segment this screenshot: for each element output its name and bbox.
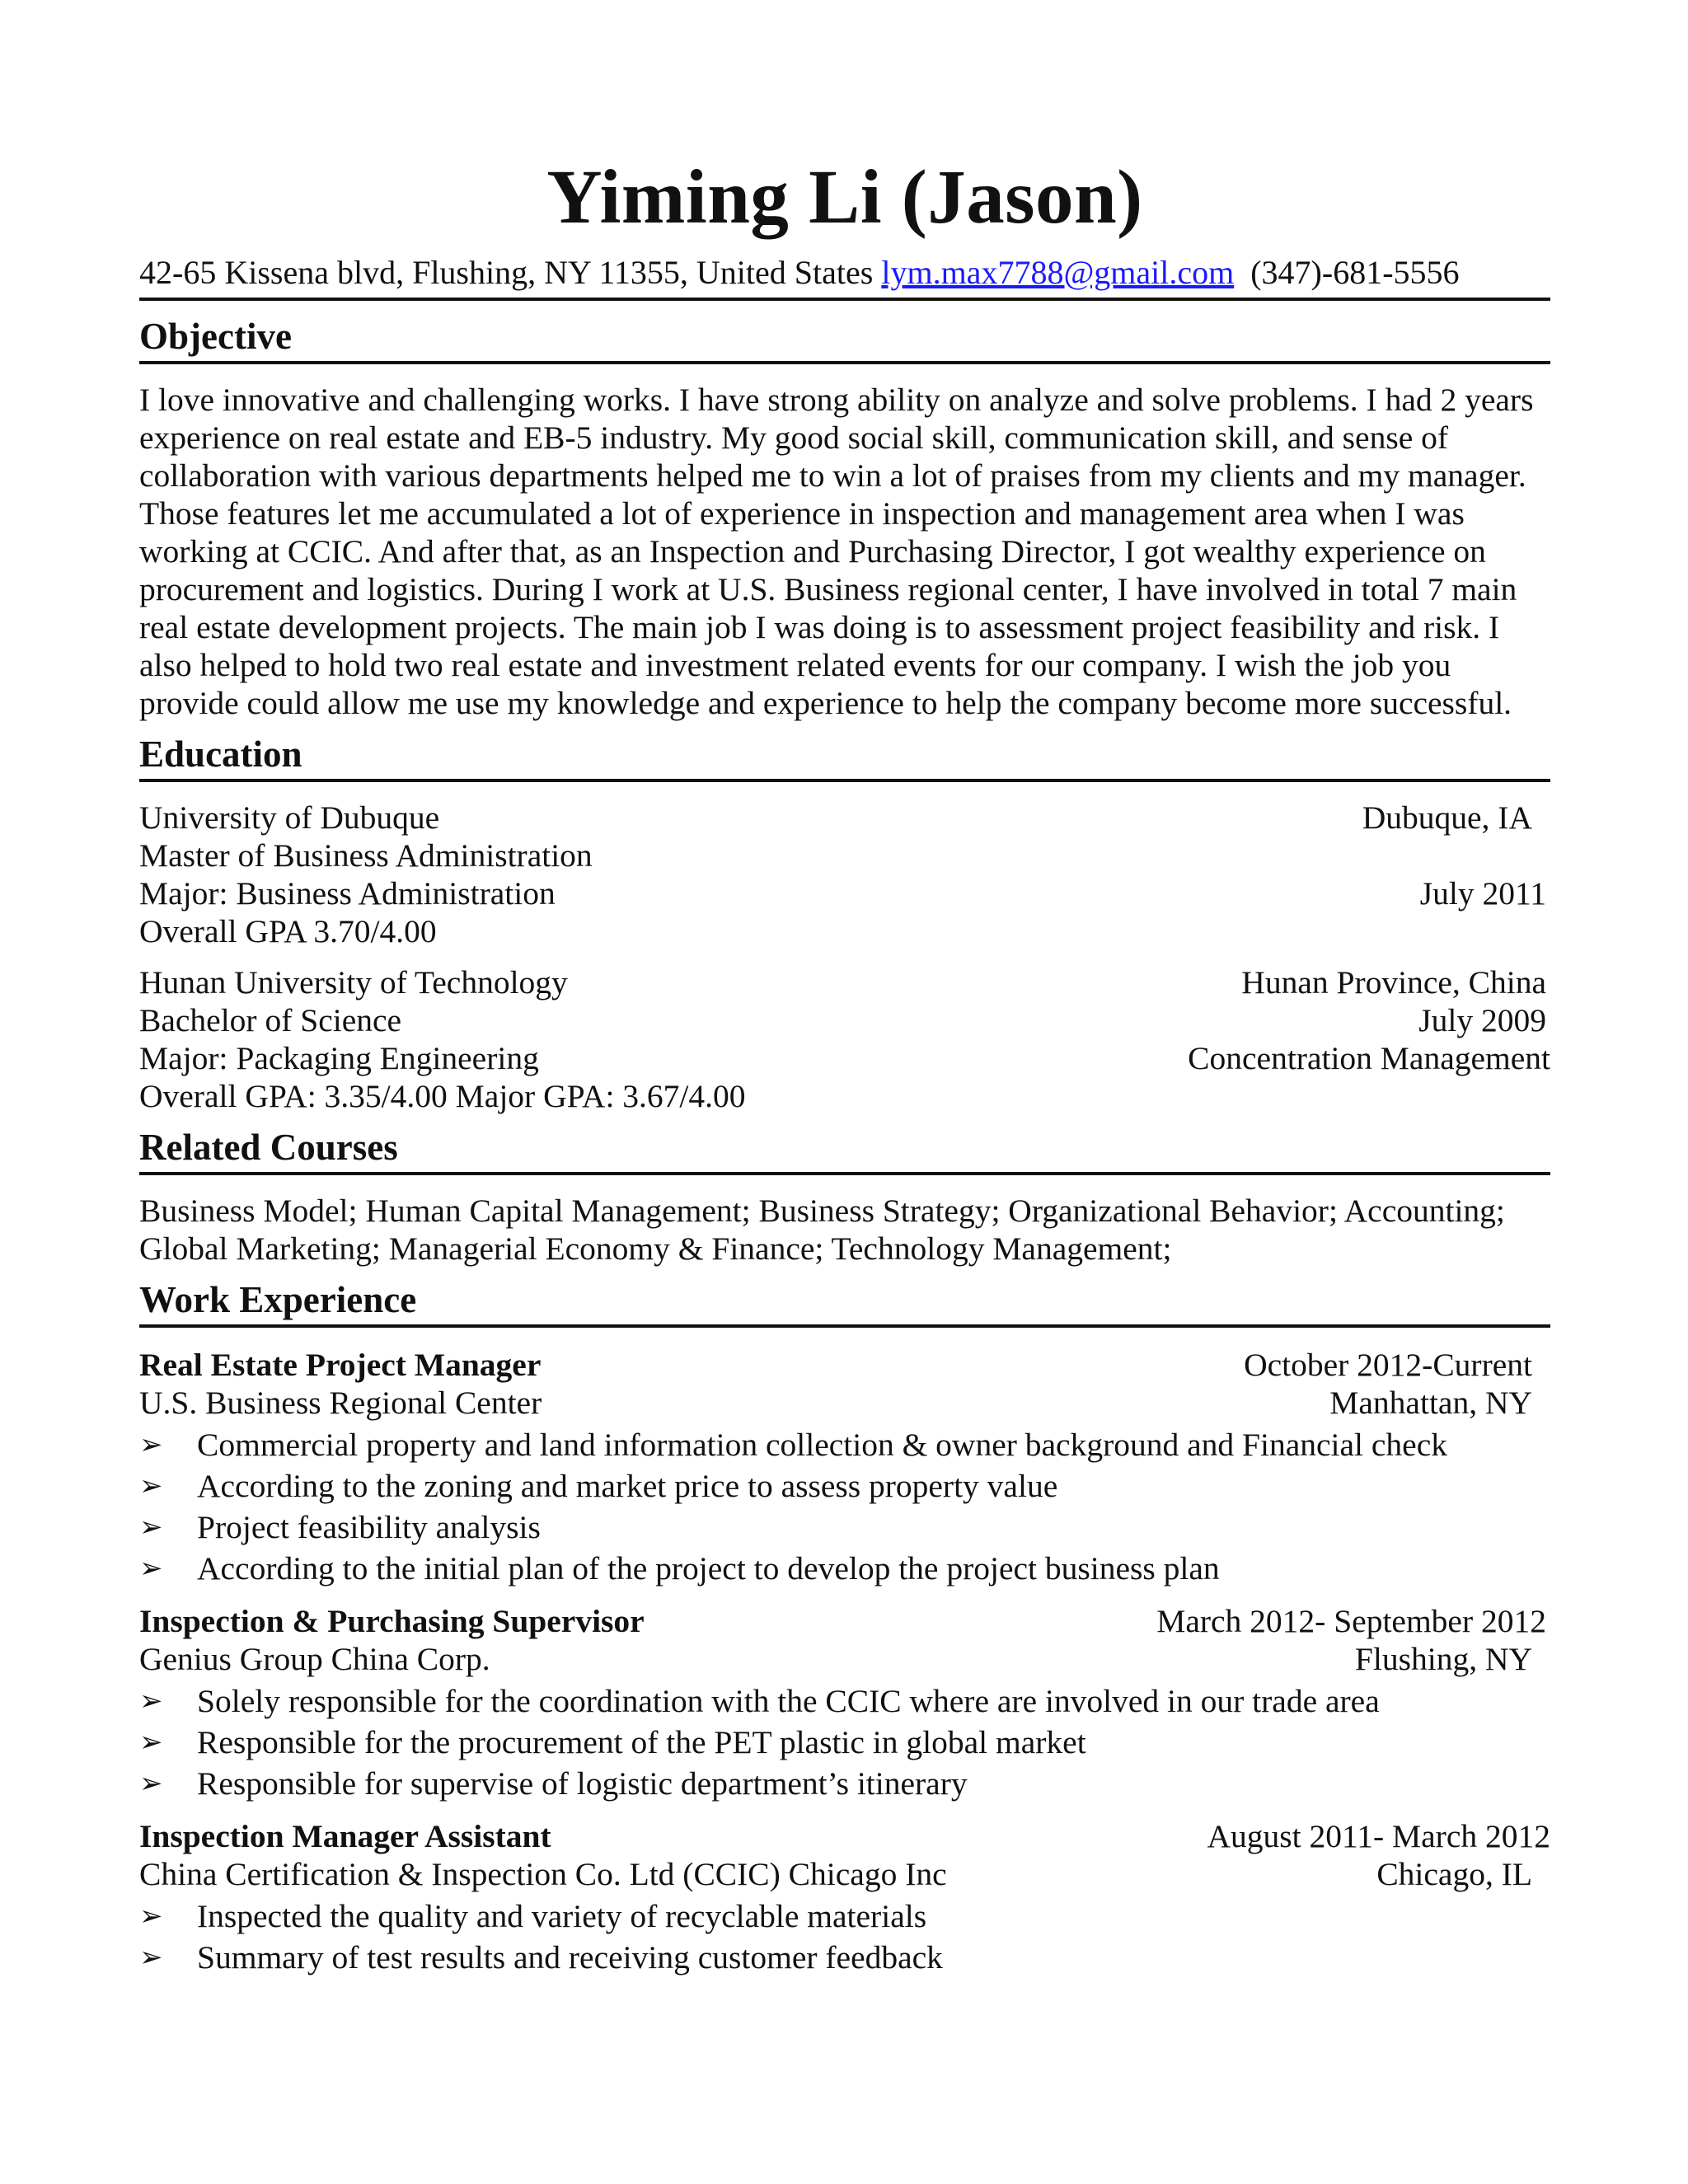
major: Major: Business Administration: [139, 875, 556, 912]
arrow-bullet-icon: ➢: [139, 1767, 163, 1800]
list-item: [139, 1465, 1550, 1507]
list-item: [139, 1937, 1550, 1978]
list-item: [139, 1763, 1550, 1804]
address: 42-65 Kissena blvd, Flushing, NY 11355, United States: [139, 254, 874, 291]
objective-text: I love innovative and challenging works. I have strong ability on analyze and solve problems. I had 2 years experience on real estate and EB-5 industry. My good social skill, communication skill, and sense of collaboration with various departments helped me to win a lot of praises from my clients and my manager. Those features let me accumulated a lot of experience in inspection and management area when I was working at CCIC. And after that, as an Inspection and Purchasing Director, I got wealthy experience on procurement and logistics. During I work at U.S. Business regional center, I have involved in total 7 main real estate development projects. The main job I was doing is to assessment project feasibility and risk. I also helped to hold two real estate and investment related events for our company. I wish the job you provide could allow me use my knowledge and experience to help the company become more successful.: [139, 382, 1534, 721]
job-bullets: [139, 1896, 1550, 1978]
job-date: March 2012- September 2012: [1156, 1603, 1546, 1639]
bullet-text: According to the initial plan of the project to develop the project business plan: [197, 1550, 1220, 1586]
education-entry: [139, 963, 1550, 1115]
company: Genius Group China Corp.: [139, 1641, 490, 1677]
bullet-text: Commercial property and land information collection & owner background and Financial check: [197, 1427, 1447, 1463]
school-name: Hunan University of Technology: [139, 964, 568, 1001]
list-item: [139, 1548, 1550, 1589]
job-location: Chicago, IL: [1376, 1856, 1532, 1892]
phone: (347)-681-5556: [1250, 254, 1460, 291]
school-location: Dubuque, IA: [1362, 799, 1532, 836]
bullet-text: Inspected the quality and variety of recyclable materials: [197, 1898, 927, 1934]
courses-text: Business Model; Human Capital Management; Business Strategy; Organizational Behavior; Accounting; Global Marketing; Managerial Economy & Finance; Technology Management;: [139, 1193, 1505, 1267]
company: U.S. Business Regional Center: [139, 1385, 542, 1421]
school-name: University of Dubuque: [139, 799, 440, 836]
job-title: Inspection & Purchasing Supervisor: [139, 1603, 645, 1639]
graduation-date: July 2011: [1419, 875, 1546, 912]
degree: Master of Business Administration: [139, 837, 593, 874]
contact-line: [139, 253, 1550, 301]
bullet-text: Summary of test results and receiving customer feedback: [197, 1939, 943, 1975]
school-location: Hunan Province, China: [1241, 964, 1546, 1001]
degree: Bachelor of Science: [139, 1002, 402, 1038]
job-date: August 2011- March 2012: [1207, 1818, 1550, 1854]
gpa: Overall GPA: 3.35/4.00 Major GPA: 3.67/4.00: [139, 1078, 746, 1114]
list-item: [139, 1722, 1550, 1763]
section-title-courses: Related Courses: [139, 1126, 1550, 1175]
major: Major: Packaging Engineering: [139, 1040, 539, 1076]
job-location: Manhattan, NY: [1329, 1385, 1532, 1421]
job-bullets: [139, 1424, 1550, 1589]
graduation-date: July 2009: [1418, 1002, 1546, 1038]
job-title: Inspection Manager Assistant: [139, 1818, 551, 1854]
bullet-text: Project feasibility analysis: [197, 1509, 541, 1545]
company: China Certification & Inspection Co. Ltd (CCIC) Chicago Inc: [139, 1856, 947, 1892]
arrow-bullet-icon: ➢: [139, 1511, 163, 1544]
list-item: [139, 1507, 1550, 1548]
concentration: Concentration Management: [1188, 1040, 1550, 1076]
job-entry: [139, 1817, 1550, 1978]
gpa: Overall GPA 3.70/4.00: [139, 913, 437, 949]
bullet-text: Responsible for the procurement of the PET plastic in global market: [197, 1724, 1086, 1760]
arrow-bullet-icon: ➢: [139, 1900, 163, 1933]
list-item: [139, 1424, 1550, 1465]
bullet-text: Solely responsible for the coordination with the CCIC where are involved in our trade area: [197, 1683, 1380, 1719]
education-entry: [139, 799, 1550, 950]
job-entry: [139, 1346, 1550, 1589]
email-link[interactable]: lym.max7788@gmail.com: [881, 254, 1235, 291]
arrow-bullet-icon: ➢: [139, 1941, 163, 1974]
section-title-objective: Objective: [139, 315, 1550, 364]
arrow-bullet-icon: ➢: [139, 1428, 163, 1461]
list-item: [139, 1680, 1550, 1722]
bullet-text: Responsible for supervise of logistic department’s itinerary: [197, 1765, 968, 1802]
job-bullets: [139, 1680, 1550, 1804]
job-date: October 2012-Current: [1244, 1347, 1532, 1383]
section-title-education: Education: [139, 733, 1550, 782]
section-title-work: Work Experience: [139, 1278, 1550, 1328]
job-title: Real Estate Project Manager: [139, 1347, 542, 1383]
arrow-bullet-icon: ➢: [139, 1469, 163, 1502]
arrow-bullet-icon: ➢: [139, 1685, 163, 1718]
job-location: Flushing, NY: [1354, 1641, 1532, 1677]
list-item: [139, 1896, 1550, 1937]
bullet-text: According to the zoning and market price to assess property value: [197, 1468, 1058, 1504]
job-entry: [139, 1602, 1550, 1804]
arrow-bullet-icon: ➢: [139, 1726, 163, 1759]
candidate-name: Yiming Li (Jason): [546, 155, 1143, 240]
resume-page: [139, 0, 1550, 1978]
arrow-bullet-icon: ➢: [139, 1552, 163, 1585]
